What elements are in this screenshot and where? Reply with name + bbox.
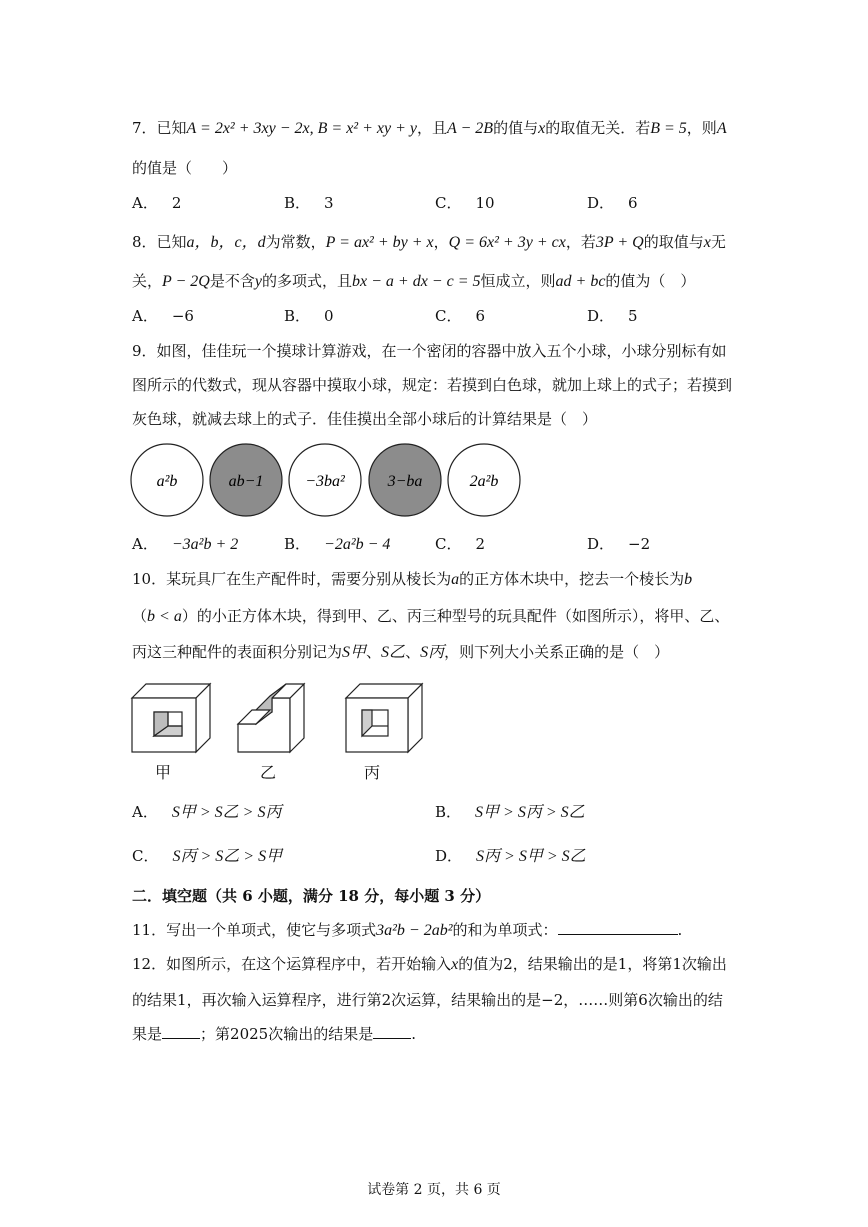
q12-var-x: x: [451, 956, 459, 973]
cube-yi: [238, 684, 304, 752]
option-text: −6: [171, 307, 194, 325]
q8-expr-q: Q = 6x² + 3y + cx: [448, 234, 566, 251]
q7-option-a[interactable]: [132, 193, 181, 213]
q8-text: 的多项式，且: [261, 272, 352, 290]
q10-text: 丙这三种配件的表面积分别记为: [132, 643, 343, 661]
option-text: −3a²b + 2: [171, 536, 239, 553]
q8-text: 8．已知: [132, 233, 187, 251]
q7-option-c[interactable]: [435, 193, 495, 213]
q8-expr-adbc: ad + bc: [555, 273, 606, 290]
q7-text: 的取值无关．若: [545, 119, 651, 137]
q10-text: 的正方体木块中，挖去一个棱长为: [459, 570, 685, 588]
q7-expr-a-2b: A − 2B: [447, 120, 494, 137]
option-label: C．: [435, 194, 462, 212]
option-text: S丙 > S甲 > S乙: [476, 848, 586, 865]
q12-line1: [132, 954, 727, 975]
q8-option-c[interactable]: [435, 306, 485, 326]
option-label: D．: [435, 847, 463, 865]
q12-answer-blank-2[interactable]: [373, 1024, 411, 1039]
option-label: C．: [435, 535, 462, 553]
ball-2: [210, 444, 282, 516]
q12-text: ，再次输入运算程序，进行第: [186, 991, 382, 1009]
q12-text: 次输出的结果是: [268, 1025, 374, 1043]
q7-var-x: x: [538, 120, 546, 137]
option-text: 6: [628, 194, 638, 212]
q7-line2: 的值是（ ）: [132, 159, 238, 177]
q8-vars: a，b，c，d: [186, 234, 266, 251]
q10-text: 、: [366, 643, 382, 661]
q8-text: ，: [433, 233, 449, 251]
q10-cubes-figure: [128, 682, 438, 757]
option-label: B．: [435, 803, 462, 821]
q8-expr-eq: bx − a + dx − c = 5: [352, 273, 481, 290]
option-text: S甲 > S丙 > S乙: [475, 804, 585, 821]
option-label: D．: [587, 194, 615, 212]
q10-option-c[interactable]: [132, 846, 282, 867]
q12-answer-blank-1[interactable]: [162, 1024, 200, 1039]
q7-text: 的值与: [493, 119, 539, 137]
q12-text: 次运算，结果输出的是: [391, 991, 542, 1009]
q8-var-y: y: [254, 273, 262, 290]
q10-expr-ba: b < a: [147, 608, 182, 625]
q8-expr-p2q: P − 2Q: [162, 273, 210, 290]
option-label: B．: [284, 535, 311, 553]
q12-value: 2: [503, 955, 513, 973]
q7-text: ，且: [417, 119, 448, 137]
option-text: 10: [475, 194, 495, 212]
q8-option-b[interactable]: [284, 306, 334, 326]
q10-text: ）的小正方体木块，得到甲、乙、丙三种型号的玩具配件（如图所示），将甲、乙、: [181, 607, 730, 625]
q10-text: 10．某玩具厂在生产配件时，需要分别从棱长为: [132, 570, 452, 588]
option-text: 2: [475, 535, 486, 553]
q7-expr-a-b: A = 2x² + 3xy − 2x, B = x² + xy + y: [186, 120, 417, 137]
option-text: 0: [324, 307, 334, 325]
q8-text: 恒成立，则: [480, 272, 556, 290]
option-label: D．: [587, 535, 615, 553]
q10-s-bing: S丙: [420, 644, 445, 661]
q12-line2: [132, 990, 723, 1010]
q12-value: 2025: [230, 1025, 269, 1043]
q8-option-d[interactable]: [587, 306, 638, 326]
option-text: 6: [475, 307, 486, 325]
q11-line: [132, 920, 682, 941]
q10-option-a[interactable]: [132, 802, 281, 823]
option-text: S丙 > S乙 > S甲: [172, 848, 283, 865]
q9-balls-figure: [126, 440, 526, 524]
q8-expr-3pq: 3P + Q: [595, 234, 644, 251]
q10-var-b: b: [684, 571, 693, 588]
ball-1: [131, 444, 203, 516]
option-label: A．: [132, 307, 158, 325]
q12-text: ，……则第: [563, 991, 639, 1009]
q12-value: 1: [617, 955, 628, 973]
option-label: A．: [132, 194, 158, 212]
q7-text: ，则: [686, 119, 717, 137]
q8-text: ，若: [565, 233, 596, 251]
q9-option-b[interactable]: [284, 534, 390, 555]
cube-label-yi: 乙: [260, 763, 277, 782]
q12-text: 次输出: [681, 955, 727, 973]
ball-3: [289, 444, 361, 516]
ball-4: [369, 444, 441, 516]
q12-value: 1: [672, 955, 682, 973]
option-label: C．: [435, 307, 462, 325]
option-text: 5: [628, 307, 638, 325]
q8-text: 无: [710, 233, 726, 251]
section-heading: 二．填空题（共 6 小题，满分 18 分，每小题 3 分）: [132, 887, 491, 905]
q12-text: ，将第: [627, 955, 673, 973]
q7-line1: [132, 118, 727, 139]
q12-text: 果是: [132, 1025, 163, 1043]
q9-option-c[interactable]: [435, 534, 485, 554]
q11-expr: 3a²b − 2ab²: [376, 922, 453, 939]
q7-var-a: A: [716, 120, 727, 137]
q12-value: 1: [177, 991, 187, 1009]
q8-option-a[interactable]: [132, 306, 194, 326]
q8-text: 的取值与: [643, 233, 704, 251]
q8-expr-p: P = ax² + by + x: [325, 234, 434, 251]
q8-line2: [132, 271, 695, 292]
q12-text: .: [411, 1025, 417, 1043]
q8-text: 是不含: [209, 272, 255, 290]
ball-label: −3ba²: [305, 473, 345, 490]
cube-bing: [346, 684, 422, 752]
cube-jia: [132, 684, 210, 752]
q10-text: 、: [405, 643, 421, 661]
q8-text: 的值为（ ）: [605, 272, 696, 290]
q8-text: 为常数，: [265, 233, 326, 251]
q10-option-b[interactable]: [435, 802, 585, 823]
q12-text: 次输出的结: [647, 991, 723, 1009]
q7-expr-b5: B = 5: [650, 120, 687, 137]
q12-line3: [132, 1024, 416, 1044]
option-label: B．: [284, 194, 311, 212]
q8-line1: [132, 232, 726, 253]
option-text: 3: [324, 194, 334, 212]
ball-label: 3−ba: [387, 473, 423, 490]
q10-line2: [132, 606, 729, 627]
q11-text: 11．写出一个单项式，使它与多项式: [132, 921, 377, 939]
cube-label-bing: 丙: [364, 763, 381, 782]
q11-text: 的和为单项式：: [452, 921, 558, 939]
q12-text: 的结果: [132, 991, 178, 1009]
option-label: D．: [587, 307, 615, 325]
q12-value: 2: [381, 991, 392, 1009]
q10-text: ，则下列大小关系正确的是（ ）: [444, 643, 670, 661]
q12-text: 12．如图所示，在这个运算程序中，若开始输入: [132, 955, 452, 973]
q9-line1: 9．如图，佳佳玩一个摸球计算游戏，在一个密闭的容器中放入五个小球，小球分别标有如: [132, 342, 727, 360]
page-footer: 试卷第 2 页，共 6 页: [367, 1182, 501, 1198]
option-text: S甲 > S乙 > S丙: [171, 804, 282, 821]
ball-5: [448, 444, 520, 516]
q9-option-d[interactable]: [587, 534, 650, 554]
q12-value: −2: [541, 991, 564, 1009]
option-text: −2a²b − 4: [324, 536, 391, 553]
option-label: A．: [132, 535, 158, 553]
q10-s-yi: S乙: [381, 644, 406, 661]
q9-option-a[interactable]: [132, 534, 238, 555]
ball-label: a²b: [156, 473, 178, 490]
q8-var-x: x: [703, 234, 711, 251]
option-label: A．: [132, 803, 158, 821]
q11-answer-blank[interactable]: [558, 920, 678, 935]
option-text: −2: [628, 535, 651, 553]
q12-value: 6: [638, 991, 648, 1009]
ball-label: ab−1: [228, 473, 264, 490]
cube-label-jia: 甲: [155, 763, 172, 782]
q10-var-a: a: [451, 571, 460, 588]
option-label: B．: [284, 307, 311, 325]
option-text: 2: [171, 194, 182, 212]
ball-label: 2a²b: [469, 473, 499, 490]
q10-text: （: [132, 607, 148, 625]
q7-option-b[interactable]: [284, 193, 334, 213]
q9-line3: 灰色球，就减去球上的式子．佳佳摸出全部小球后的计算结果是（ ）: [132, 410, 598, 428]
q10-line3: [132, 642, 669, 663]
q12-text: ，结果输出的是: [512, 955, 618, 973]
q7-text: 7．已知: [132, 119, 187, 137]
q9-line2: 图所示的代数式，现从容器中摸取小球，规定：若摸到白色球，就加上球上的式子；若摸到: [132, 376, 733, 394]
q7-option-d[interactable]: [587, 193, 638, 213]
q10-option-d[interactable]: [435, 846, 586, 867]
q10-s-jia: S甲: [342, 644, 367, 661]
option-label: C．: [132, 847, 159, 865]
q12-text: 的值为: [458, 955, 504, 973]
q12-text: ；第: [200, 1025, 231, 1043]
q8-text: 关，: [132, 272, 163, 290]
q10-line1: [132, 569, 692, 590]
q11-text: .: [677, 921, 683, 939]
